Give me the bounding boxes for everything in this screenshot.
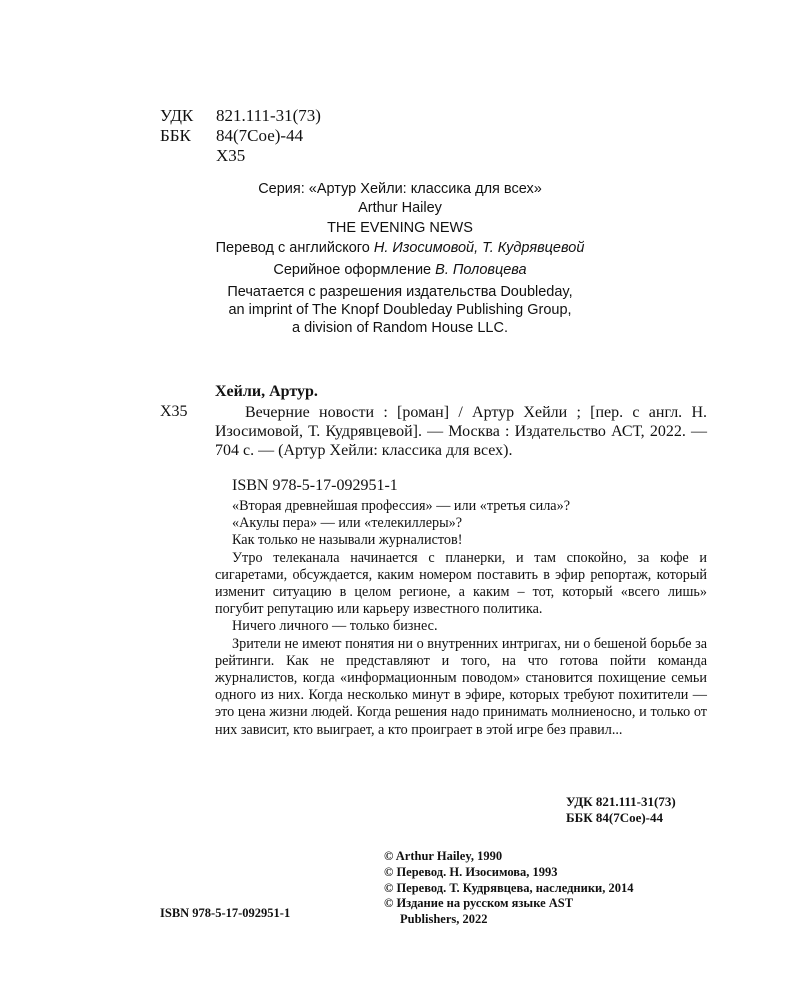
record-author: Хейли, Артур. <box>215 383 318 400</box>
original-author: Arthur Hailey <box>358 200 442 216</box>
permission-notice <box>150 283 650 337</box>
record-isbn: ISBN 978-5-17-092951-1 <box>232 477 398 494</box>
annotation-paragraph: «Вторая древнейшая профессия» — или «третья сила»? <box>232 498 570 514</box>
bottom-codes <box>566 794 676 826</box>
translation-credit <box>150 240 650 256</box>
translators: Н. Изосимовой, Т. Кудрявцевой <box>373 240 585 256</box>
annotation <box>215 498 707 739</box>
annotation-paragraph: Ничего личного — только бизнес. <box>232 618 438 635</box>
annotation-paragraph: Как только не называли журналистов! <box>232 532 463 549</box>
design-credit <box>150 262 650 278</box>
annotation-paragraph: Утро телеканала начинается с планерки, и там спокойно, за кофе и сигаретами, обсуждается, каким номером поставить в эфир репортаж, который изменит ситуацию в целом регионе, а каким – тот, который «всего лишь» погубит репутацию или карьеру известного политика. <box>215 549 707 618</box>
permission-line: an imprint of The Knopf Doubleday Publishing Group, <box>228 302 572 318</box>
copyright-line: © Перевод. Н. Изосимова, 1993 <box>384 864 558 879</box>
design-prefix: Серийное оформление <box>273 262 436 278</box>
translation-prefix: Перевод с английского <box>215 240 374 256</box>
bottom-isbn: ISBN 978-5-17-092951-1 <box>160 906 291 920</box>
bottom-bbk: ББК 84(7Сое)-44 <box>566 810 664 825</box>
classification-codes <box>160 106 321 166</box>
series-line: Серия: «Артур Хейли: классика для всех» <box>258 181 542 197</box>
copyright-line: © Издание на русском языке AST Publishers, 2022 <box>384 896 573 927</box>
bottom-udk: УДК 821.111-31(73) <box>566 794 676 809</box>
udk-label: УДК <box>160 106 194 125</box>
copyright-block <box>384 849 633 928</box>
original-title: THE EVENING NEWS <box>327 220 473 236</box>
designer: В. Половцева <box>435 262 527 278</box>
permission-line: Печатается с разрешения издательства Doubleday, <box>227 284 573 300</box>
copyright-line: © Arthur Hailey, 1990 <box>384 849 503 863</box>
annotation-paragraph: «Акулы пера» — или «телекиллеры»? <box>232 515 463 532</box>
author-sign: Х35 <box>216 146 246 165</box>
record-description: Вечерние новости : [роман] / Артур Хейли ; [пер. с англ. Н. Изосимовой, Т. Кудрявцевой]. — Москва : Издательство АСТ, 2022. — 704 с. — (Артур Хейли: классика для всех). <box>215 404 707 459</box>
permission-line: a division of Random House LLC. <box>291 320 508 336</box>
bbk-label: ББК <box>160 126 191 145</box>
record-sign: Х35 <box>160 403 188 420</box>
copyright-line: © Перевод. Т. Кудрявцева, наследники, 2014 <box>384 880 634 895</box>
udk-value: 821.111-31(73) <box>216 106 321 125</box>
bbk-value: 84(7Сое)-44 <box>216 126 304 145</box>
annotation-paragraph: Зрители не имеют понятия ни о внутренних интригах, ни о бешеной борьбе за рейтинги. Как не представляют и того, на что готова пойти команда журналистов, когда «информационным поводом» становится похищение семьи одного из них. Когда несколько минут в эфире, которых требуют похитители — это цена жизни людей. Когда решения надо принимать молниеносно, и только от них зависит, кто выиграет, а кто проиграет в этой игре без правил... <box>215 635 707 738</box>
